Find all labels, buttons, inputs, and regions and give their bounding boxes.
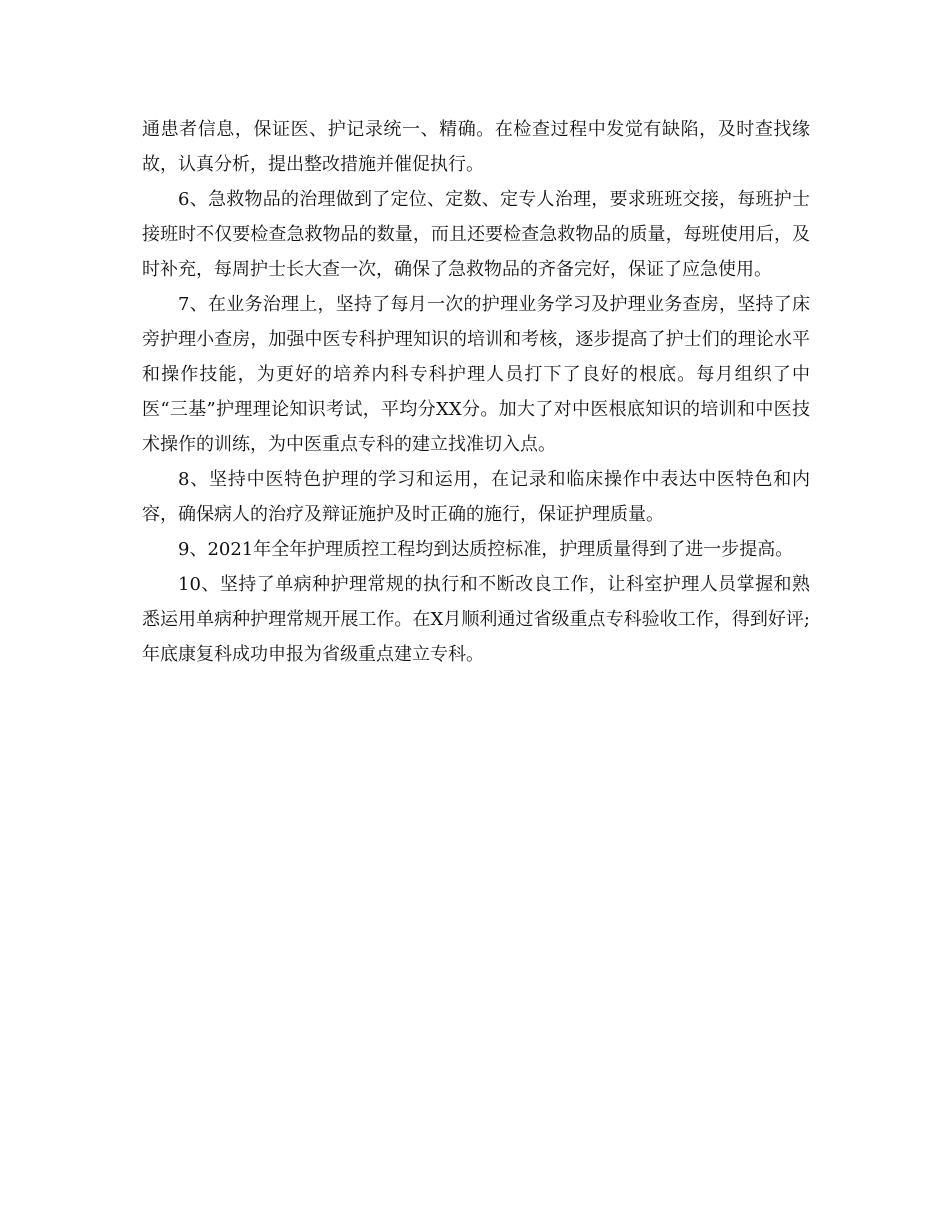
paragraph-continuation: 通患者信息，保证医、护记录统一、精确。在检查过程中发觉有缺陷，及时查找缘故，认真分析，提出整改措施并催促执行。 — [142, 119, 810, 175]
paragraph-item-6: 6、急救物品的治理做到了定位、定数、定专人治理，要求班班交接，每班护士接班时不仅要检查急救物品的数量，而且还要检查急救物品的质量，每班使用后，及时补充，每周护士长大查一次，确保了急救物品的齐备完好，保证了应急使用。 — [142, 189, 810, 280]
paragraph-item-7: 7、在业务治理上，坚持了每月一次的护理业务学习及护理业务查房，坚持了床旁护理小查房，加强中医专科护理知识的培训和考核，逐步提高了护士们的理论水平和操作技能，为更好的培养内科专科护理人员打下了良好的根底。每月组织了中医“三基”护理理论知识考试，平均分XX分。加大了对中医根底知识的培训和中医技术操作的训练，为中医重点专科的建立找准切入点。 — [142, 294, 810, 455]
paragraph-item-8: 8、坚持中医特色护理的学习和运用，在记录和临床操作中表达中医特色和内容，确保病人的治疗及辩证施护及时正确的施行，保证护理质量。 — [142, 469, 810, 525]
paragraph-item-10: 10、坚持了单病种护理常规的执行和不断改良工作，让科室护理人员掌握和熟悉运用单病种护理常规开展工作。在X月顺利通过省级重点专科验收工作，得到好评;年底康复科成功申报为省级重点建立专科。 — [142, 574, 810, 665]
paragraph-item-9: 9、2021年全年护理质控工程均到达质控标准，护理质量得到了进一步提高。 — [178, 539, 794, 560]
document-page — [142, 112, 810, 672]
